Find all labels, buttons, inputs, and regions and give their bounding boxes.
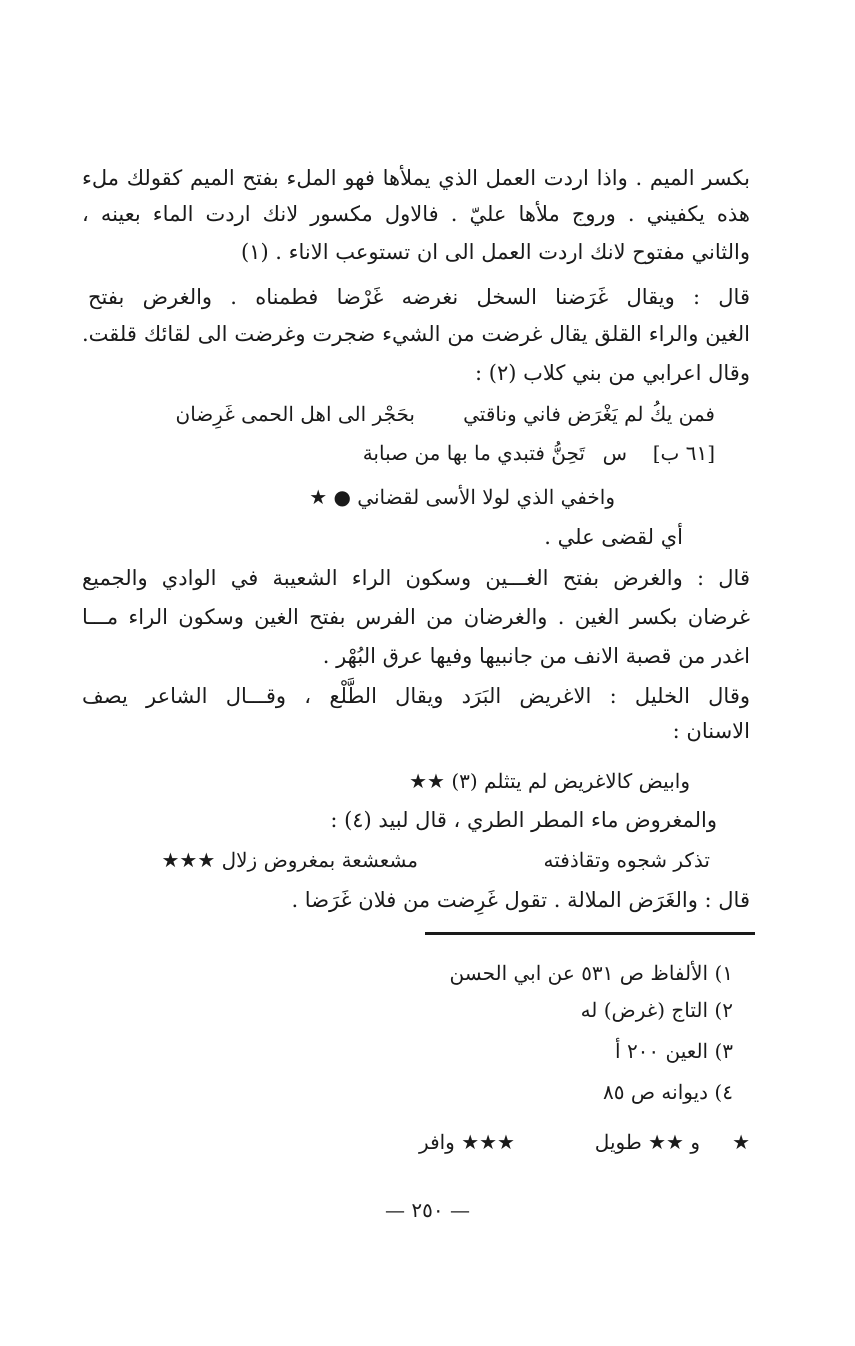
footnote-rule	[425, 932, 755, 935]
body-line: غرضان بكسر الغين . والغرضان من الفرس بفتح الغين وسكون الراء مـــا	[82, 605, 750, 629]
page-number: — ٢٥٠ —	[385, 1198, 470, 1222]
footnote: ٣) العين ٢٠٠ أ	[615, 1039, 733, 1063]
footnote: ١) الألفاظ ص ٥٣١ عن ابي الحسن	[449, 961, 733, 985]
meter-note-wafir: ★★★ وافر	[419, 1130, 515, 1154]
verse-hemistich: وابيض كالاغريض لم يتثلم (٣) ★★	[409, 769, 690, 793]
footnote: ٤) ديوانه ص ٨٥	[603, 1080, 733, 1104]
meter-note-star: ★	[732, 1130, 750, 1154]
body-line: الاسنان :	[672, 719, 750, 743]
verse-hemistich: بحَجْر الى اهل الحمى غَرِضان	[175, 402, 415, 426]
footnote: ٢) التاج (غرض) له	[580, 998, 733, 1022]
manuscript-siglum: س	[602, 441, 627, 465]
manuscript-folio-marker: [٦١ ب]	[652, 441, 715, 465]
body-line: والثاني مفتوح لانك اردت العمل الى ان تستوعب الاناء . (١)	[240, 240, 750, 264]
verse-hemistich: تَحِنُّ فتبدي ما بها من صبابة	[362, 441, 585, 465]
body-line: قال : والغرض بفتح الغـــين وسكون الراء الشعيبة في الوادي والجميع	[82, 566, 750, 590]
body-line: وقال اعرابي من بني كلاب (٢) :	[475, 361, 750, 385]
body-line: وقال الخليل : الاغريض البَرَد ويقال الطَّلْع ، وقـــال الشاعر يصف	[82, 684, 750, 708]
body-line: أي لقضى علي .	[544, 525, 683, 549]
verse-hemistich: مشعشعة بمغروض زلال ★★★	[161, 848, 418, 872]
body-line: هذه يكفيني . وروج ملأها عليّ . فالاول مكسور لانك اردت الماء بعينه ،	[82, 202, 750, 226]
verse-hemistich: واخفي الذي لولا الأسى لقضاني ● ★	[309, 485, 615, 509]
body-line: قال : ويقال غَرَضنا السخل نغرضه غَرْضا فطمناه . والغرض بفتح	[88, 285, 750, 309]
body-line: قال : والغَرَض الملالة . تقول غَرِضت من فلان غَرَضا .	[291, 888, 750, 912]
meter-note-long: و ★★ طويل	[594, 1130, 700, 1154]
body-line: والمغروض ماء المطر الطري ، قال لبيد (٤) :	[330, 808, 717, 832]
body-line: الغين والراء القلق يقال غرضت من الشيء ضجرت وغرضت الى لقائك قلقت.	[82, 322, 750, 346]
body-line: بكسر الميم . واذا اردت العمل الذي يملأها فهو الملء بفتح الميم كقولك ملء	[82, 166, 750, 190]
body-line: اغدر من قصبة الانف من جانبيها وفيها عرق البُهْر .	[322, 644, 750, 668]
verse-hemistich: فمن يكُ لم يَغْرَض فاني وناقتي	[463, 402, 715, 426]
verse-hemistich: تذكر شجوه وتقاذفته	[543, 848, 710, 872]
